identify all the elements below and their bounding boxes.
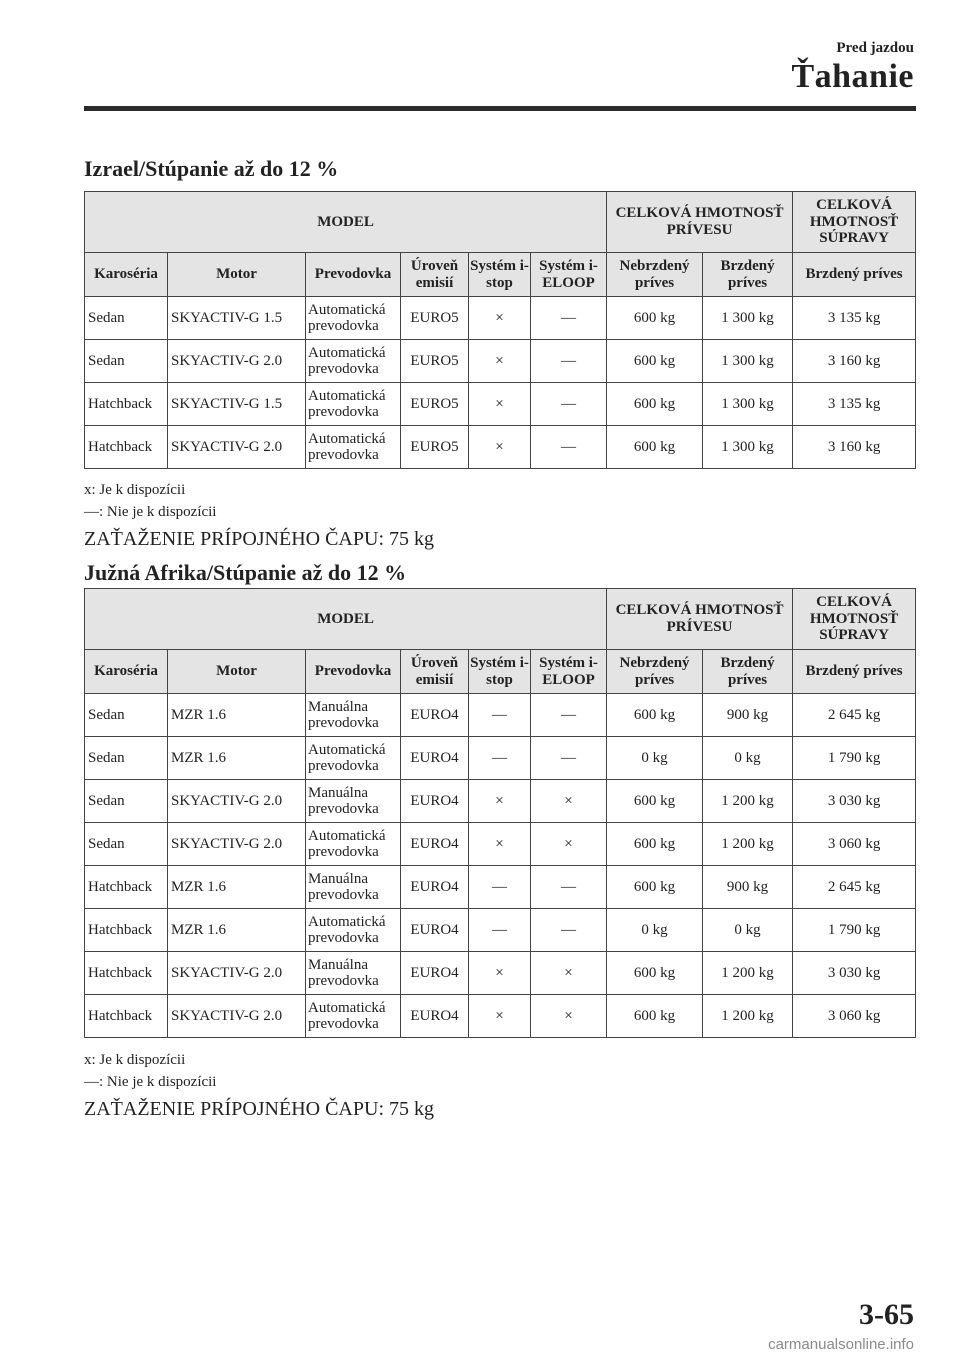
cell-unbraked: 600 kg	[607, 340, 703, 383]
cell-unbraked: 600 kg	[607, 297, 703, 340]
section-title-south-africa: Južná Afrika/Stúpanie až do 12 %	[84, 560, 407, 585]
cell-braked: 1 200 kg	[703, 952, 793, 995]
cell-engine: MZR 1.6	[168, 909, 306, 952]
cell-istop: ×	[469, 995, 531, 1038]
cell-istop: ×	[469, 823, 531, 866]
cell-unbraked: 600 kg	[607, 780, 703, 823]
cell-body: Hatchback	[85, 952, 168, 995]
cell-braked: 900 kg	[703, 694, 793, 737]
cell-braked: 0 kg	[703, 737, 793, 780]
cell-braked-combo: 3 030 kg	[793, 780, 916, 823]
tongue-load: ZAŤAŽENIE PRÍPOJNÉHO ČAPU: 75 kg	[84, 528, 434, 550]
cell-engine: SKYACTIV-G 1.5	[168, 383, 306, 426]
cell-istop: —	[469, 909, 531, 952]
cell-body: Hatchback	[85, 866, 168, 909]
cell-body: Hatchback	[85, 909, 168, 952]
cell-body: Sedan	[85, 340, 168, 383]
cell-transmission: Manuálna prevodovka	[306, 780, 401, 823]
cell-ieloop: —	[531, 297, 607, 340]
col-unbraked: Nebrzdený príves	[607, 650, 703, 694]
cell-body: Hatchback	[85, 426, 168, 469]
col-braked-combo: Brzdený príves	[793, 650, 916, 694]
table-row	[85, 340, 916, 383]
col-istop: Systém i-stop	[469, 650, 531, 694]
table-row	[85, 909, 916, 952]
cell-istop: ×	[469, 340, 531, 383]
page-number: 3-65	[859, 1298, 914, 1331]
cell-engine: SKYACTIV-G 2.0	[168, 426, 306, 469]
cell-braked: 1 200 kg	[703, 823, 793, 866]
cell-body: Sedan	[85, 694, 168, 737]
cell-transmission: Automatická prevodovka	[306, 995, 401, 1038]
cell-body: Hatchback	[85, 383, 168, 426]
col-unbraked: Nebrzdený príves	[607, 253, 703, 297]
table-row	[85, 383, 916, 426]
table-row	[85, 426, 916, 469]
cell-body: Sedan	[85, 297, 168, 340]
total-trailer-weight-header: CELKOVÁ HMOTNOSŤ PRÍVESU	[607, 589, 793, 650]
table-row	[85, 780, 916, 823]
legend-available: x: Je k dispozícii	[84, 1052, 186, 1068]
cell-engine: MZR 1.6	[168, 694, 306, 737]
col-engine: Motor	[168, 253, 306, 297]
cell-emission: EURO4	[401, 866, 469, 909]
cell-ieloop: ×	[531, 952, 607, 995]
cell-unbraked: 600 kg	[607, 694, 703, 737]
cell-istop: —	[469, 737, 531, 780]
cell-transmission: Automatická prevodovka	[306, 383, 401, 426]
col-transmission: Prevodovka	[306, 253, 401, 297]
cell-istop: —	[469, 694, 531, 737]
cell-transmission: Manuálna prevodovka	[306, 694, 401, 737]
cell-istop: ×	[469, 297, 531, 340]
cell-ieloop: —	[531, 426, 607, 469]
col-ieloop: Systém i-ELOOP	[531, 650, 607, 694]
cell-braked: 1 200 kg	[703, 780, 793, 823]
model-header: MODEL	[85, 192, 607, 253]
cell-transmission: Manuálna prevodovka	[306, 866, 401, 909]
cell-istop: ×	[469, 383, 531, 426]
cell-emission: EURO4	[401, 823, 469, 866]
cell-engine: SKYACTIV-G 2.0	[168, 995, 306, 1038]
cell-transmission: Automatická prevodovka	[306, 823, 401, 866]
cell-body: Hatchback	[85, 995, 168, 1038]
cell-transmission: Automatická prevodovka	[306, 426, 401, 469]
total-combination-weight-header: CELKOVÁ HMOTNOSŤ SÚPRAVY	[793, 589, 916, 650]
cell-braked: 900 kg	[703, 866, 793, 909]
towing-table-israel	[84, 191, 916, 469]
cell-engine: SKYACTIV-G 1.5	[168, 297, 306, 340]
cell-emission: EURO4	[401, 737, 469, 780]
cell-braked: 1 300 kg	[703, 426, 793, 469]
cell-unbraked: 600 kg	[607, 995, 703, 1038]
col-transmission: Prevodovka	[306, 650, 401, 694]
total-combination-weight-header: CELKOVÁ HMOTNOSŤ SÚPRAVY	[793, 192, 916, 253]
cell-unbraked: 0 kg	[607, 737, 703, 780]
model-header: MODEL	[85, 589, 607, 650]
legend-unavailable: —: Nie je k dispozícii	[84, 1074, 217, 1090]
table-row	[85, 866, 916, 909]
legend-unavailable: —: Nie je k dispozícii	[84, 504, 217, 520]
col-emission: Úroveň emisií	[401, 650, 469, 694]
cell-transmission: Automatická prevodovka	[306, 909, 401, 952]
cell-body: Sedan	[85, 780, 168, 823]
cell-ieloop: ×	[531, 823, 607, 866]
legend-available: x: Je k dispozícii	[84, 482, 186, 498]
cell-braked-combo: 3 135 kg	[793, 297, 916, 340]
page-title: Ťahanie	[791, 58, 914, 95]
cell-unbraked: 600 kg	[607, 823, 703, 866]
cell-engine: SKYACTIV-G 2.0	[168, 340, 306, 383]
header-rule	[84, 106, 916, 111]
col-ieloop: Systém i-ELOOP	[531, 253, 607, 297]
cell-engine: SKYACTIV-G 2.0	[168, 780, 306, 823]
cell-ieloop: ×	[531, 780, 607, 823]
col-body: Karoséria	[85, 650, 168, 694]
cell-unbraked: 600 kg	[607, 426, 703, 469]
cell-transmission: Manuálna prevodovka	[306, 952, 401, 995]
cell-emission: EURO4	[401, 995, 469, 1038]
col-braked-combo: Brzdený príves	[793, 253, 916, 297]
table-row	[85, 694, 916, 737]
cell-braked: 1 300 kg	[703, 340, 793, 383]
cell-braked-combo: 2 645 kg	[793, 866, 916, 909]
col-braked: Brzdený príves	[703, 253, 793, 297]
cell-emission: EURO5	[401, 426, 469, 469]
cell-braked-combo: 3 030 kg	[793, 952, 916, 995]
cell-emission: EURO4	[401, 909, 469, 952]
table-row	[85, 952, 916, 995]
cell-emission: EURO5	[401, 297, 469, 340]
cell-braked: 1 200 kg	[703, 995, 793, 1038]
cell-braked-combo: 1 790 kg	[793, 909, 916, 952]
cell-braked-combo: 3 160 kg	[793, 340, 916, 383]
cell-ieloop: —	[531, 866, 607, 909]
towing-table-south-africa	[84, 588, 916, 1038]
cell-unbraked: 600 kg	[607, 952, 703, 995]
cell-ieloop: —	[531, 909, 607, 952]
total-trailer-weight-header: CELKOVÁ HMOTNOSŤ PRÍVESU	[607, 192, 793, 253]
cell-braked: 0 kg	[703, 909, 793, 952]
cell-braked-combo: 3 060 kg	[793, 823, 916, 866]
cell-emission: EURO5	[401, 383, 469, 426]
cell-braked-combo: 3 060 kg	[793, 995, 916, 1038]
cell-ieloop: —	[531, 340, 607, 383]
cell-unbraked: 0 kg	[607, 909, 703, 952]
cell-braked-combo: 3 135 kg	[793, 383, 916, 426]
cell-unbraked: 600 kg	[607, 866, 703, 909]
cell-body: Sedan	[85, 737, 168, 780]
cell-braked-combo: 1 790 kg	[793, 737, 916, 780]
cell-emission: EURO4	[401, 694, 469, 737]
cell-engine: MZR 1.6	[168, 737, 306, 780]
cell-engine: SKYACTIV-G 2.0	[168, 823, 306, 866]
cell-emission: EURO5	[401, 340, 469, 383]
section-title-israel: Izrael/Stúpanie až do 12 %	[84, 156, 339, 181]
col-braked: Brzdený príves	[703, 650, 793, 694]
col-emission: Úroveň emisií	[401, 253, 469, 297]
cell-unbraked: 600 kg	[607, 383, 703, 426]
cell-braked: 1 300 kg	[703, 383, 793, 426]
cell-engine: SKYACTIV-G 2.0	[168, 952, 306, 995]
cell-emission: EURO4	[401, 952, 469, 995]
header-section: Pred jazdou	[836, 40, 914, 56]
cell-transmission: Automatická prevodovka	[306, 737, 401, 780]
cell-transmission: Automatická prevodovka	[306, 340, 401, 383]
watermark: carmanualsonline.info	[768, 1336, 914, 1353]
col-body: Karoséria	[85, 253, 168, 297]
col-istop: Systém i-stop	[469, 253, 531, 297]
cell-ieloop: —	[531, 737, 607, 780]
cell-emission: EURO4	[401, 780, 469, 823]
cell-istop: —	[469, 866, 531, 909]
table-row	[85, 995, 916, 1038]
cell-braked-combo: 2 645 kg	[793, 694, 916, 737]
tongue-load: ZAŤAŽENIE PRÍPOJNÉHO ČAPU: 75 kg	[84, 1098, 434, 1120]
cell-braked-combo: 3 160 kg	[793, 426, 916, 469]
cell-body: Sedan	[85, 823, 168, 866]
cell-ieloop: —	[531, 383, 607, 426]
cell-istop: ×	[469, 780, 531, 823]
cell-transmission: Automatická prevodovka	[306, 297, 401, 340]
cell-istop: ×	[469, 426, 531, 469]
cell-ieloop: —	[531, 694, 607, 737]
table-row	[85, 823, 916, 866]
table-row	[85, 297, 916, 340]
table-row	[85, 737, 916, 780]
cell-ieloop: ×	[531, 995, 607, 1038]
cell-braked: 1 300 kg	[703, 297, 793, 340]
cell-engine: MZR 1.6	[168, 866, 306, 909]
col-engine: Motor	[168, 650, 306, 694]
cell-istop: ×	[469, 952, 531, 995]
